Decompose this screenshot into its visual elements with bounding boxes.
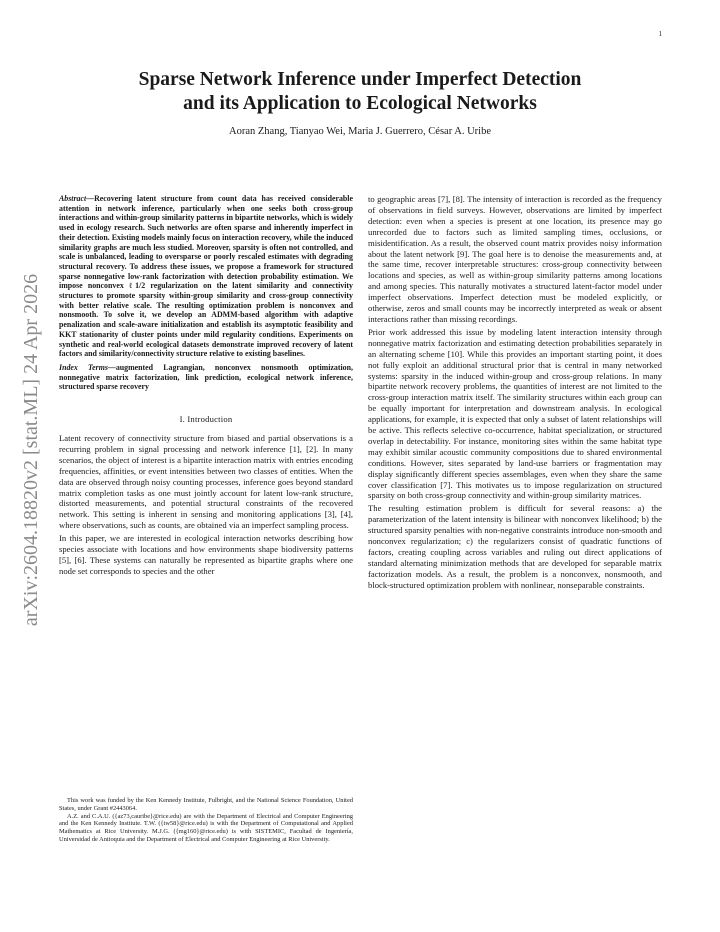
index-terms-label: Index Terms: [59, 362, 108, 372]
abstract-text: —Recovering latent structure from count data has received considerable attention in network inference, particularly when one seeks both cross-group interactions and within-group similarity patterns in bipartite networks, which is widely used in ecology research. Such networks are often sparse and inherently imperfect in their detection. Existing models mainly focus on interaction recovery, while the induced similarity graphs are much less studied. Moreover, sparsity is often not controlled, and scale is unbalanced, leading to oversparse or poorly rescaled estimates with degrading structural recovery. To address these issues, we propose a framework for structured sparse nonnegative low-rank factorization with detection probability estimation. We impose nonconvex ℓ1/2 regularization on the latent similarity and connectivity structures to promote sparsity within-group similarity and cross-group connectivity with better relative scale. The resulting optimization problem is nonconvex and nonsmooth. To solve it, we develop an ADMM-based algorithm with adaptive penalization and scale-aware initialization and establish its asymptotic feasibility and KKT stationarity of cluster points under mild regularity conditions. Experiments on synthetic and real-world ecological datasets demonstrate improved recovery of latent factors and similarity/connectivity structure relative to existing baselines.: [59, 194, 353, 359]
abstract-label: Abstract: [59, 194, 87, 203]
body-paragraph: to geographic areas [7], [8]. The intensity of interaction is recorded as the frequency of observations in field surveys. However, observations are limited by imperfect detection: even when a species is present at one location, its presence may go unrecorded due to factors such as limited sampling times, occlusions, or misidentification. As a result, the observed count matrix provides noisy information about the latent network [9]. The goal here is to denoise the measurements and, at the same time, recover interpretable structures: cross-group connectivity between locations and species, as well as within-group similarity patterns among locations and among species. This naturally motivates a structured latent-factor model under imperfect observations. Imperfect detection must be modeled explicitly, or otherwise, zeros and small counts may be incorrectly interpreted as weak or absent interactions rather than missing recordings.: [368, 194, 662, 324]
footnote: [59, 797, 353, 844]
abstract: [59, 194, 353, 359]
paper-title-line-1: Sparse Network Inference under Imperfect Detection: [138, 69, 582, 90]
left-column: [59, 194, 353, 579]
author-list: Aoran Zhang, Tianyao Wei, Maria J. Guerrero, César A. Uribe: [229, 126, 491, 137]
index-terms: [59, 363, 353, 392]
paper-title-line-2: and its Application to Ecological Networks: [183, 93, 537, 114]
paper-title: [100, 68, 620, 116]
body-paragraph: Prior work addressed this issue by modeling latent interaction intensity through nonnegative matrix factorization and estimating detection probabilities separately in an alternating scheme [10]. While this provides an important starting point, it does not fully exploit an additional structural prior that is central in many networked systems: sparsity in the induced within-group and cross-group relations. In many bipartite network recovery problems, the quantities of interest are not limited to the cross-group interaction matrix itself. The similarity structures within each group can be equally important for interpretation and downstream analysis. In ecological applications, for example, it is expected that only a subset of latent relationships will be active. This reflects selective co-occurrence, habitat specialization, or structured overlap in detectability. For instance, monitoring sites within the same habitat type may exhibit similar acoustic community compositions due to shared environmental conditions. However, sites separated by land-use barriers or fragmentation may display significantly different species assemblages, even when they share the same cover classification [7]. This motivates us to impose regularization on structured sparsity on both cross-group connectivity and within-group similarity matrices.: [368, 326, 662, 501]
section-heading: I. Introduction: [179, 414, 233, 425]
page-number: 1: [658, 30, 662, 38]
body-paragraph: In this paper, we are interested in ecological interaction networks describing how species associate with locations and how environments shape biodiversity patterns [5], [6]. These systems can naturally be represented as bipartite graphs where one node set corresponds to species and the other: [59, 533, 353, 576]
funding-footnote: This work was funded by the Ken Kennedy Institute, Fulbright, and the National Science Foundation, United States, under Grant #2443064.: [59, 797, 353, 812]
right-column: [368, 194, 662, 593]
index-terms-text: —augmented Lagrangian, nonconvex nonsmooth optimization, nonnegative matrix factorization, link prediction, ecological network inference, structured sparse recovery: [59, 362, 353, 392]
body-paragraph: The resulting estimation problem is difficult for several reasons: a) the parameterization of the latent intensity is bilinear with nonconvex likelihood; b) the structured sparsity penalties with non-negative constraints introduce non-smooth and nonconvex regularization; c) the regularizers consist of quadratic functions of factors, creating coupling across variables and ruling out direct applications of standard alternating minimization methods that are developed for separable matrix factorization models. As a result, the problem is a nonconvex, nonsmooth, and block-structured optimization problem with nonlinear, nonseparable constraints.: [368, 503, 662, 590]
body-paragraph: Latent recovery of connectivity structure from biased and partial observations is a recurring problem in signal processing and network inference [1], [2]. In many scenarios, the object of interest is a bipartite interaction matrix with entries encoding frequencies, affinities, or event intensities between two classes of entities. When the data are observed through noisy counting processes, inference goes beyond standard matrix completion tasks as one must jointly account for latent low-rank structure, distorted measurements, and potential structural constraints of the recovered network. This setting is inherent in sensing and monitoring applications [3], [4], where observations, such as counts, are obtained via an imperfect sampling process.: [59, 432, 353, 531]
arxiv-identifier: arXiv:2604.18820v2 [stat.ML] 24 Apr 2026: [20, 273, 42, 627]
affiliation-footnote: A.Z. and C.A.U. ({az73,cauribe}@rice.edu) are with the Department of Electrical and Computer Engineering and the Ken Kennedy Institute. T.W. ({tw58}@rice.edu) is with the Department of Computational and Applied Mathematics at Rice University. M.J.G. ({mg160}@rice.edu) is with SISTEMIC, Facultad de Ingeniería, Universidad de Antioquia and the Department of Electrical and Computer Engineering at Rice University.: [59, 812, 353, 843]
